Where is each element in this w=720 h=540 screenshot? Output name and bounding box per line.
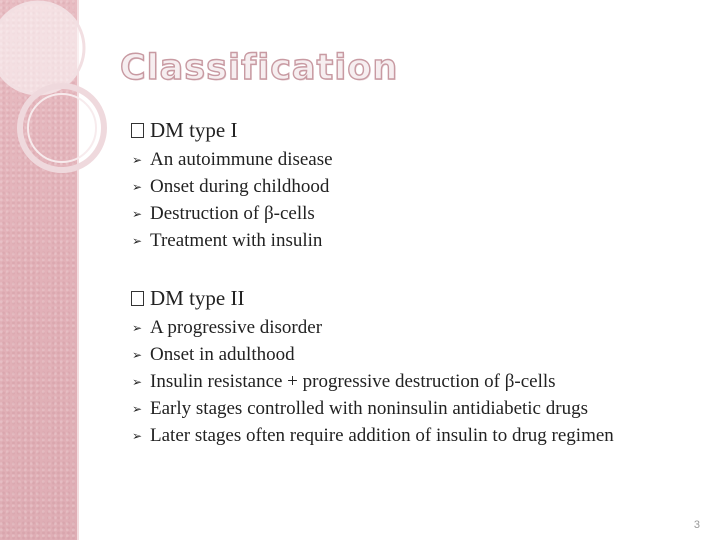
list-item-text: Onset in adulthood <box>150 343 295 365</box>
section-heading-label: DM type I <box>150 117 238 142</box>
list-item-text: Early stages controlled with noninsulin antidiabetic drugs <box>150 397 588 419</box>
section-heading-label: DM type II <box>150 285 245 310</box>
arrow-bullet-icon: ➢ <box>132 374 143 389</box>
arrow-bullet-icon: ➢ <box>132 401 143 416</box>
list-item <box>131 200 333 227</box>
page-number: 3 <box>693 519 700 531</box>
list-item <box>131 146 333 173</box>
arrow-bullet-icon: ➢ <box>132 206 143 221</box>
arrow-bullet-icon: ➢ <box>132 152 143 167</box>
list-item-text: Insulin resistance + progressive destruction of β-cells <box>150 370 556 392</box>
arrow-bullet-icon: ➢ <box>132 233 143 248</box>
section-heading <box>131 116 333 144</box>
list-item-text: An autoimmune disease <box>150 148 333 170</box>
arrow-bullet-icon: ➢ <box>132 179 143 194</box>
list-item-text: Later stages often require addition of insulin to drug regimen <box>150 424 614 446</box>
list-item <box>131 422 614 449</box>
bullet-list <box>131 314 614 449</box>
arrow-bullet-icon: ➢ <box>132 347 143 362</box>
arrow-bullet-icon: ➢ <box>132 428 143 443</box>
list-item <box>131 173 333 200</box>
list-item <box>131 395 614 422</box>
square-bullet-icon <box>131 291 144 306</box>
decorative-circles <box>0 0 150 200</box>
section-dm-type-2 <box>131 284 614 449</box>
arrow-bullet-icon: ➢ <box>132 320 143 335</box>
section-heading <box>131 284 614 312</box>
slide-title: Classification <box>120 48 399 88</box>
list-item <box>131 314 614 341</box>
list-item <box>131 227 333 254</box>
bullet-list <box>131 146 333 254</box>
list-item <box>131 368 614 395</box>
list-item <box>131 341 614 368</box>
list-item-text: Treatment with insulin <box>150 229 323 251</box>
list-item-text: Onset during childhood <box>150 175 330 197</box>
square-bullet-icon <box>131 123 144 138</box>
section-dm-type-1 <box>131 116 333 254</box>
list-item-text: Destruction of β-cells <box>150 202 315 224</box>
list-item-text: A progressive disorder <box>150 316 323 338</box>
